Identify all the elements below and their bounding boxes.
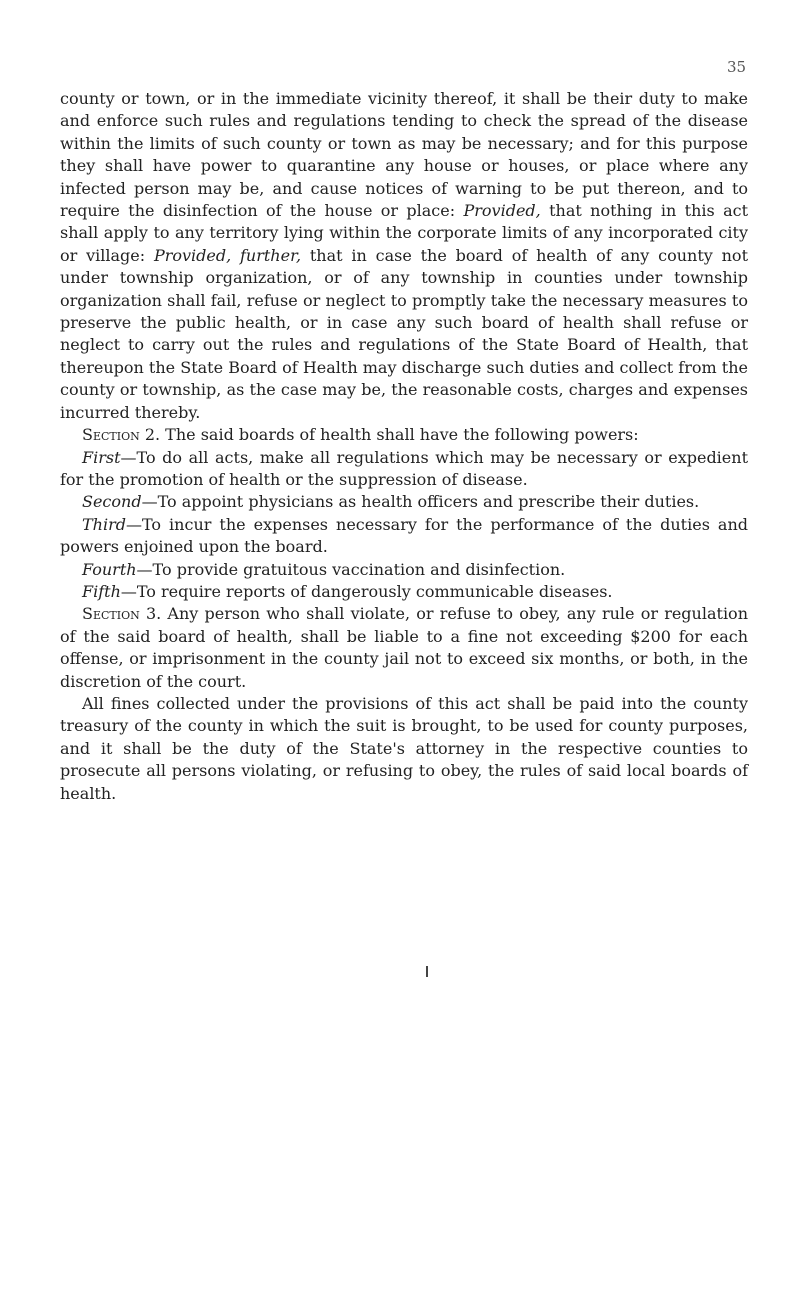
power-text: —To do all acts, make all regulations which may be necessary or expedient for the promotion of health or the suppression of disease. (60, 447, 748, 489)
section-text: Any person who shall violate, or refuse to obey, any rule or regulation of the said board of health, shall be liable to a fine not exceeding $200 for each offense, or imprisonment in the county jail not to exceed six months, or both, in the discretion of the court. (60, 604, 748, 691)
power-label: Second (82, 492, 142, 512)
power-third (60, 514, 748, 559)
document-body (60, 88, 748, 805)
proviso-label: Provided, further, (153, 245, 302, 265)
power-fourth (60, 559, 748, 581)
power-text: —To appoint physicians as health officers and prescribe their duties. (141, 492, 700, 512)
power-text: —To incur the expenses necessary for the performance of the duties and powers enjoined upon the board. (60, 514, 748, 557)
section-3-paragraph (60, 603, 748, 693)
power-label: Third (82, 514, 126, 534)
power-fifth (60, 581, 748, 603)
page-number: 35 (727, 58, 747, 76)
paragraph-text: that nothing in this act shall apply to any territory lying within the corporate limits of any incorporated city or village: (60, 201, 749, 265)
power-text: —To require reports of dangerously communicable diseases. (120, 581, 613, 601)
section-text: The said boards of health shall have the following powers: (160, 425, 639, 445)
power-second (60, 491, 748, 513)
section-2-paragraph (60, 424, 748, 446)
paragraph-text: county or town, or in the immediate vicinity thereof, it shall be their duty to make and enforce such rules and regulations tending to check the spread of the disease within the limits of such county or town as may be necessary; and for this purpose they shall have power to quarantine any house or houses, or place where any infected person may be, and cause notices of warning to be put thereon, and to require the disinfection of the house or place: (60, 89, 748, 221)
section-label: Section 3. (82, 604, 162, 624)
power-label: Fourth (82, 559, 137, 579)
power-first (60, 447, 748, 492)
paragraph-continuation (60, 88, 748, 424)
proviso-label: Provided, (463, 201, 541, 221)
section-label: Section 2. (82, 425, 161, 445)
power-text: —To provide gratuitous vaccination and disinfection. (136, 559, 566, 579)
power-label: First (82, 447, 121, 467)
power-label: Fifth (82, 581, 121, 601)
paragraph-text: that in case the board of health of any county not under township organization, or of any township in counties under township organization shall fail, refuse or neglect to promptly take the necessary measures to preserve the public health, or in case any such board of health shall refuse or neglect to carry out the rules and regulations of the State Board of Health, that thereupon the State Board of Health may discharge such duties and collect from the county or township, as the case may be, the reasonable costs, charges and expenses incurred thereby. (60, 245, 748, 422)
stray-ink-mark (426, 966, 428, 977)
fines-paragraph: All fines collected under the provisions of this act shall be paid into the county treasury of the county in which the suit is brought, to be used for county purposes, and it shall be the duty of the State's attorney in the respective counties to prosecute all persons violating, or refusing to obey, the rules of said local boards of health. (60, 693, 748, 803)
